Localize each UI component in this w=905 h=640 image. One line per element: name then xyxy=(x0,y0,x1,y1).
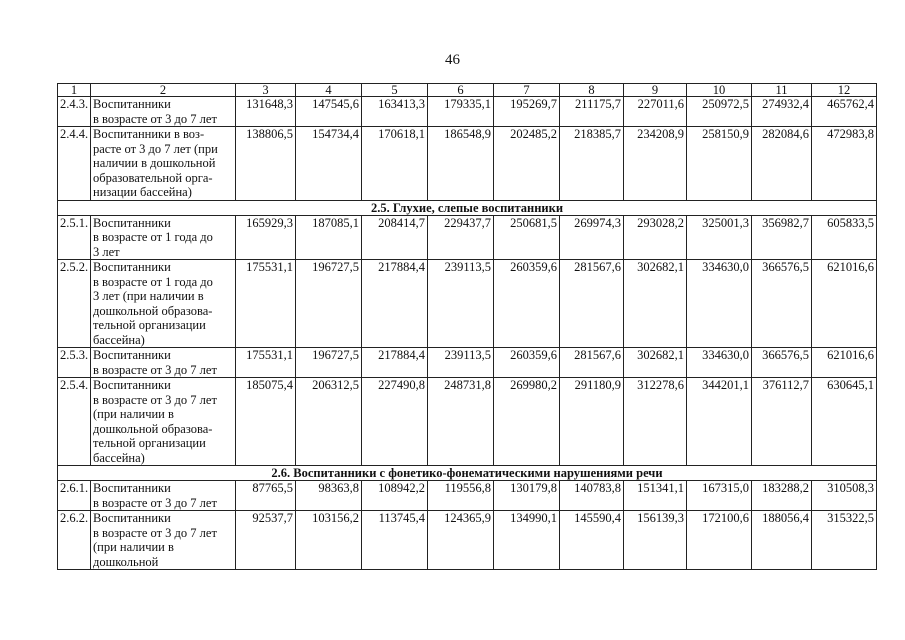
section-row xyxy=(58,200,877,215)
row-code: 2.5.4. xyxy=(58,378,91,466)
column-header: 7 xyxy=(494,84,560,97)
value-cell: 175531,1 xyxy=(236,260,296,348)
row-code: 2.5.2. xyxy=(58,260,91,348)
value-cell: 269974,3 xyxy=(560,215,624,260)
value-cell: 291180,9 xyxy=(560,378,624,466)
value-cell: 227011,6 xyxy=(624,97,687,127)
value-cell: 206312,5 xyxy=(296,378,362,466)
value-cell: 119556,8 xyxy=(428,481,494,511)
value-cell: 218385,7 xyxy=(560,127,624,201)
table-row xyxy=(58,511,877,570)
value-cell: 621016,6 xyxy=(812,260,877,348)
value-cell: 103156,2 xyxy=(296,511,362,570)
row-name xyxy=(91,215,236,260)
value-cell: 196727,5 xyxy=(296,348,362,378)
value-cell: 140783,8 xyxy=(560,481,624,511)
row-name xyxy=(91,260,236,348)
value-cell: 92537,7 xyxy=(236,511,296,570)
page-number: 46 xyxy=(445,52,460,68)
column-header: 5 xyxy=(362,84,428,97)
value-cell: 274932,4 xyxy=(752,97,812,127)
value-cell: 227490,8 xyxy=(362,378,428,466)
value-cell: 356982,7 xyxy=(752,215,812,260)
row-name-line: в возрасте от 3 до 7 лет xyxy=(93,362,217,377)
row-name-line: в возрасте от 3 до 7 лет xyxy=(93,525,217,540)
row-name-line: бассейна) xyxy=(93,450,145,465)
table-row xyxy=(58,378,877,466)
value-cell: 325001,3 xyxy=(687,215,752,260)
row-name-line: Воспитанники xyxy=(93,215,171,230)
value-cell: 196727,5 xyxy=(296,260,362,348)
value-cell: 124365,9 xyxy=(428,511,494,570)
row-name xyxy=(91,97,236,127)
value-cell: 183288,2 xyxy=(752,481,812,511)
column-header: 12 xyxy=(812,84,877,97)
row-name-line: 3 лет (при наличии в xyxy=(93,289,204,303)
row-name-line: наличии в дошкольной xyxy=(93,156,216,170)
row-name-line: в возрасте от 1 года до xyxy=(93,230,213,244)
row-code: 2.5.3. xyxy=(58,348,91,378)
row-name xyxy=(91,127,236,201)
value-cell: 170618,1 xyxy=(362,127,428,201)
value-cell: 260359,6 xyxy=(494,348,560,378)
value-cell: 185075,4 xyxy=(236,378,296,466)
column-header: 3 xyxy=(236,84,296,97)
section-row xyxy=(58,466,877,481)
section-title: 2.5. Глухие, слепые воспитанники xyxy=(58,200,877,215)
value-cell: 156139,3 xyxy=(624,511,687,570)
value-cell: 208414,7 xyxy=(362,215,428,260)
value-cell: 131648,3 xyxy=(236,97,296,127)
value-cell: 165929,3 xyxy=(236,215,296,260)
column-header: 2 xyxy=(91,84,236,97)
value-cell: 175531,1 xyxy=(236,348,296,378)
value-cell: 217884,4 xyxy=(362,260,428,348)
value-cell: 195269,7 xyxy=(494,97,560,127)
value-cell: 312278,6 xyxy=(624,378,687,466)
value-cell: 258150,9 xyxy=(687,127,752,201)
value-cell: 186548,9 xyxy=(428,127,494,201)
value-cell: 151341,1 xyxy=(624,481,687,511)
row-name-line: Воспитанники xyxy=(93,348,171,362)
value-cell: 154734,4 xyxy=(296,127,362,201)
value-cell: 621016,6 xyxy=(812,348,877,378)
row-name-line: в возрасте от 3 до 7 лет xyxy=(93,495,217,510)
value-cell: 202485,2 xyxy=(494,127,560,201)
row-code: 2.6.1. xyxy=(58,481,91,511)
value-cell: 188056,4 xyxy=(752,511,812,570)
value-cell: 302682,1 xyxy=(624,348,687,378)
row-code: 2.4.4. xyxy=(58,127,91,201)
value-cell: 239113,5 xyxy=(428,260,494,348)
value-cell: 138806,5 xyxy=(236,127,296,201)
value-cell: 334630,0 xyxy=(687,260,752,348)
row-name-line: Воспитанники xyxy=(93,378,171,392)
value-cell: 167315,0 xyxy=(687,481,752,511)
table-row xyxy=(58,481,877,511)
value-cell: 282084,6 xyxy=(752,127,812,201)
value-cell: 366576,5 xyxy=(752,260,812,348)
table-header-row xyxy=(58,84,877,97)
value-cell: 315322,5 xyxy=(812,511,877,570)
row-name-line: Воспитанники в воз- xyxy=(93,127,205,141)
row-name-line: дошкольной xyxy=(93,554,159,569)
value-cell: 250681,5 xyxy=(494,215,560,260)
column-header: 9 xyxy=(624,84,687,97)
row-name-line: Воспитанники xyxy=(93,511,171,525)
value-cell: 134990,1 xyxy=(494,511,560,570)
row-name-line: 3 лет xyxy=(93,244,120,259)
row-name xyxy=(91,511,236,570)
table-row xyxy=(58,215,877,260)
table-row xyxy=(58,348,877,378)
value-cell: 108942,2 xyxy=(362,481,428,511)
row-name-line: тельной организации xyxy=(93,318,206,332)
column-header: 11 xyxy=(752,84,812,97)
row-name-line: в возрасте от 3 до 7 лет xyxy=(93,392,217,407)
row-name-line: в возрасте от 1 года до xyxy=(93,274,213,289)
value-cell: 472983,8 xyxy=(812,127,877,201)
value-cell: 229437,7 xyxy=(428,215,494,260)
row-name-line: в возрасте от 3 до 7 лет xyxy=(93,111,217,126)
row-name-line: бассейна) xyxy=(93,332,145,347)
value-cell: 465762,4 xyxy=(812,97,877,127)
value-cell: 87765,5 xyxy=(236,481,296,511)
value-cell: 260359,6 xyxy=(494,260,560,348)
value-cell: 187085,1 xyxy=(296,215,362,260)
row-name xyxy=(91,348,236,378)
value-cell: 293028,2 xyxy=(624,215,687,260)
row-code: 2.6.2. xyxy=(58,511,91,570)
row-name-line: низации бассейна) xyxy=(93,185,192,199)
value-cell: 281567,6 xyxy=(560,348,624,378)
column-header: 6 xyxy=(428,84,494,97)
value-cell: 302682,1 xyxy=(624,260,687,348)
value-cell: 113745,4 xyxy=(362,511,428,570)
value-cell: 281567,6 xyxy=(560,260,624,348)
value-cell: 334630,0 xyxy=(687,348,752,378)
row-name-line: тельной организации xyxy=(93,436,206,450)
value-cell: 250972,5 xyxy=(687,97,752,127)
value-cell: 366576,5 xyxy=(752,348,812,378)
column-header: 8 xyxy=(560,84,624,97)
value-cell: 179335,1 xyxy=(428,97,494,127)
value-cell: 630645,1 xyxy=(812,378,877,466)
value-cell: 163413,3 xyxy=(362,97,428,127)
row-name-line: расте от 3 до 7 лет (при xyxy=(93,141,218,156)
value-cell: 217884,4 xyxy=(362,348,428,378)
row-name-line: образовательной орга- xyxy=(93,170,213,185)
value-cell: 98363,8 xyxy=(296,481,362,511)
value-cell: 248731,8 xyxy=(428,378,494,466)
row-code: 2.5.1. xyxy=(58,215,91,260)
value-cell: 211175,7 xyxy=(560,97,624,127)
value-cell: 376112,7 xyxy=(752,378,812,466)
row-name-line: (при наличии в xyxy=(93,540,174,554)
value-cell: 234208,9 xyxy=(624,127,687,201)
value-cell: 605833,5 xyxy=(812,215,877,260)
table-row xyxy=(58,97,877,127)
value-cell: 130179,8 xyxy=(494,481,560,511)
value-cell: 147545,6 xyxy=(296,97,362,127)
value-cell: 269980,2 xyxy=(494,378,560,466)
table-row xyxy=(58,260,877,348)
column-header: 4 xyxy=(296,84,362,97)
table-body xyxy=(58,84,877,570)
row-name-line: дошкольной образова- xyxy=(93,421,213,436)
tariff-table xyxy=(57,83,877,570)
column-header: 1 xyxy=(58,84,91,97)
value-cell: 310508,3 xyxy=(812,481,877,511)
row-name xyxy=(91,378,236,466)
row-name-line: (при наличии в xyxy=(93,407,174,421)
table-row xyxy=(58,127,877,201)
row-name xyxy=(91,481,236,511)
value-cell: 172100,6 xyxy=(687,511,752,570)
row-name-line: Воспитанники xyxy=(93,481,171,495)
value-cell: 145590,4 xyxy=(560,511,624,570)
row-name-line: Воспитанники xyxy=(93,97,171,111)
section-title: 2.6. Воспитанники с фонетико-фонематическими нарушениями речи xyxy=(58,466,877,481)
column-header: 10 xyxy=(687,84,752,97)
row-code: 2.4.3. xyxy=(58,97,91,127)
row-name-line: дошкольной образова- xyxy=(93,303,213,318)
value-cell: 344201,1 xyxy=(687,378,752,466)
row-name-line: Воспитанники xyxy=(93,260,171,274)
value-cell: 239113,5 xyxy=(428,348,494,378)
